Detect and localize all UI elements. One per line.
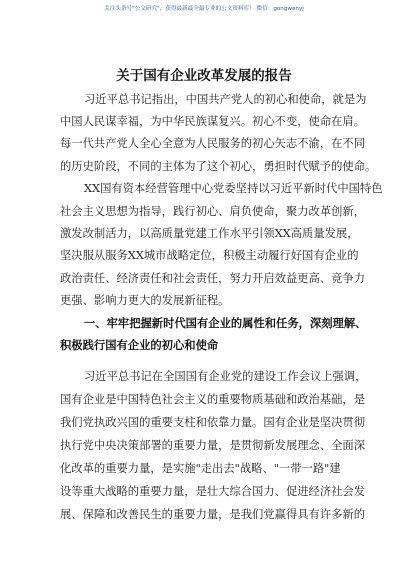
- document-title: 关于国有企业改革发展的报告: [116, 68, 292, 84]
- body-line: 社会主义思想为指导，践行初心、肩负使命，聚力改革创新，: [60, 205, 366, 218]
- body-line: 我们党执政兴国的重要支柱和依靠力量。国有企业是坚决贯彻: [60, 416, 366, 429]
- body-line: 激发改制活力，以高质量党建工作水平引领XX高质量发展，: [60, 227, 359, 240]
- body-line: 中国人民谋幸福，为中华民族谋复兴。初心不变，使命在肩。: [60, 115, 366, 128]
- body-line: 坚决服从服务XX城市战略定位，积极主动履行好国有企业的: [60, 249, 359, 262]
- body-line: 习近平总书记指出，中国共产党人的初心和使命，就是为: [84, 93, 367, 106]
- body-line: 展、保障和改善民生的重要力量，是我们党赢得具有许多新的: [60, 508, 366, 521]
- body-line: 政治责任、经济责任和社会责任，努力开启效益更高、竞争力: [60, 272, 366, 285]
- section-heading: 积极践行国有企业的初心和使命: [60, 339, 219, 352]
- body-line: 的历史阶段，不同的主体为了这个初心，勇担时代赋予的使命。: [60, 160, 377, 173]
- body-line: 设等重大战略的重要力量，是壮大综合国力、促进经济社会发: [60, 485, 366, 498]
- body-line: XX国有资本经营管理中心党委坚持以习近平新时代中国特色: [84, 182, 383, 195]
- section-heading: 一、牢牢把握新时代国有企业的属性和任务，深刻理解、: [84, 317, 367, 330]
- body-line: 执行党中央决策部署的重要力量，是贯彻新发展理念、全面深: [60, 439, 366, 452]
- body-line: 习近平总书记在全国国有企业党的建设工作会议上强调，: [84, 370, 367, 383]
- body-line: 化改革的重要力量，是实施"走出去"战略、"一带一路"建: [60, 462, 341, 475]
- body-line: 每一代共产党人全心全意为人民服务的初心矢志不渝，在不同: [60, 137, 366, 150]
- header-banner[interactable]: 关注头条号"公文研究"，获得最新最全最专业的公文资料库！ 微信：gongwenyj: [104, 6, 304, 12]
- body-line: 更强、影响力更大的发展新征程。: [60, 294, 230, 307]
- body-line: 国有企业是中国特色社会主义的重要物质基础和政治基础，是: [60, 393, 366, 406]
